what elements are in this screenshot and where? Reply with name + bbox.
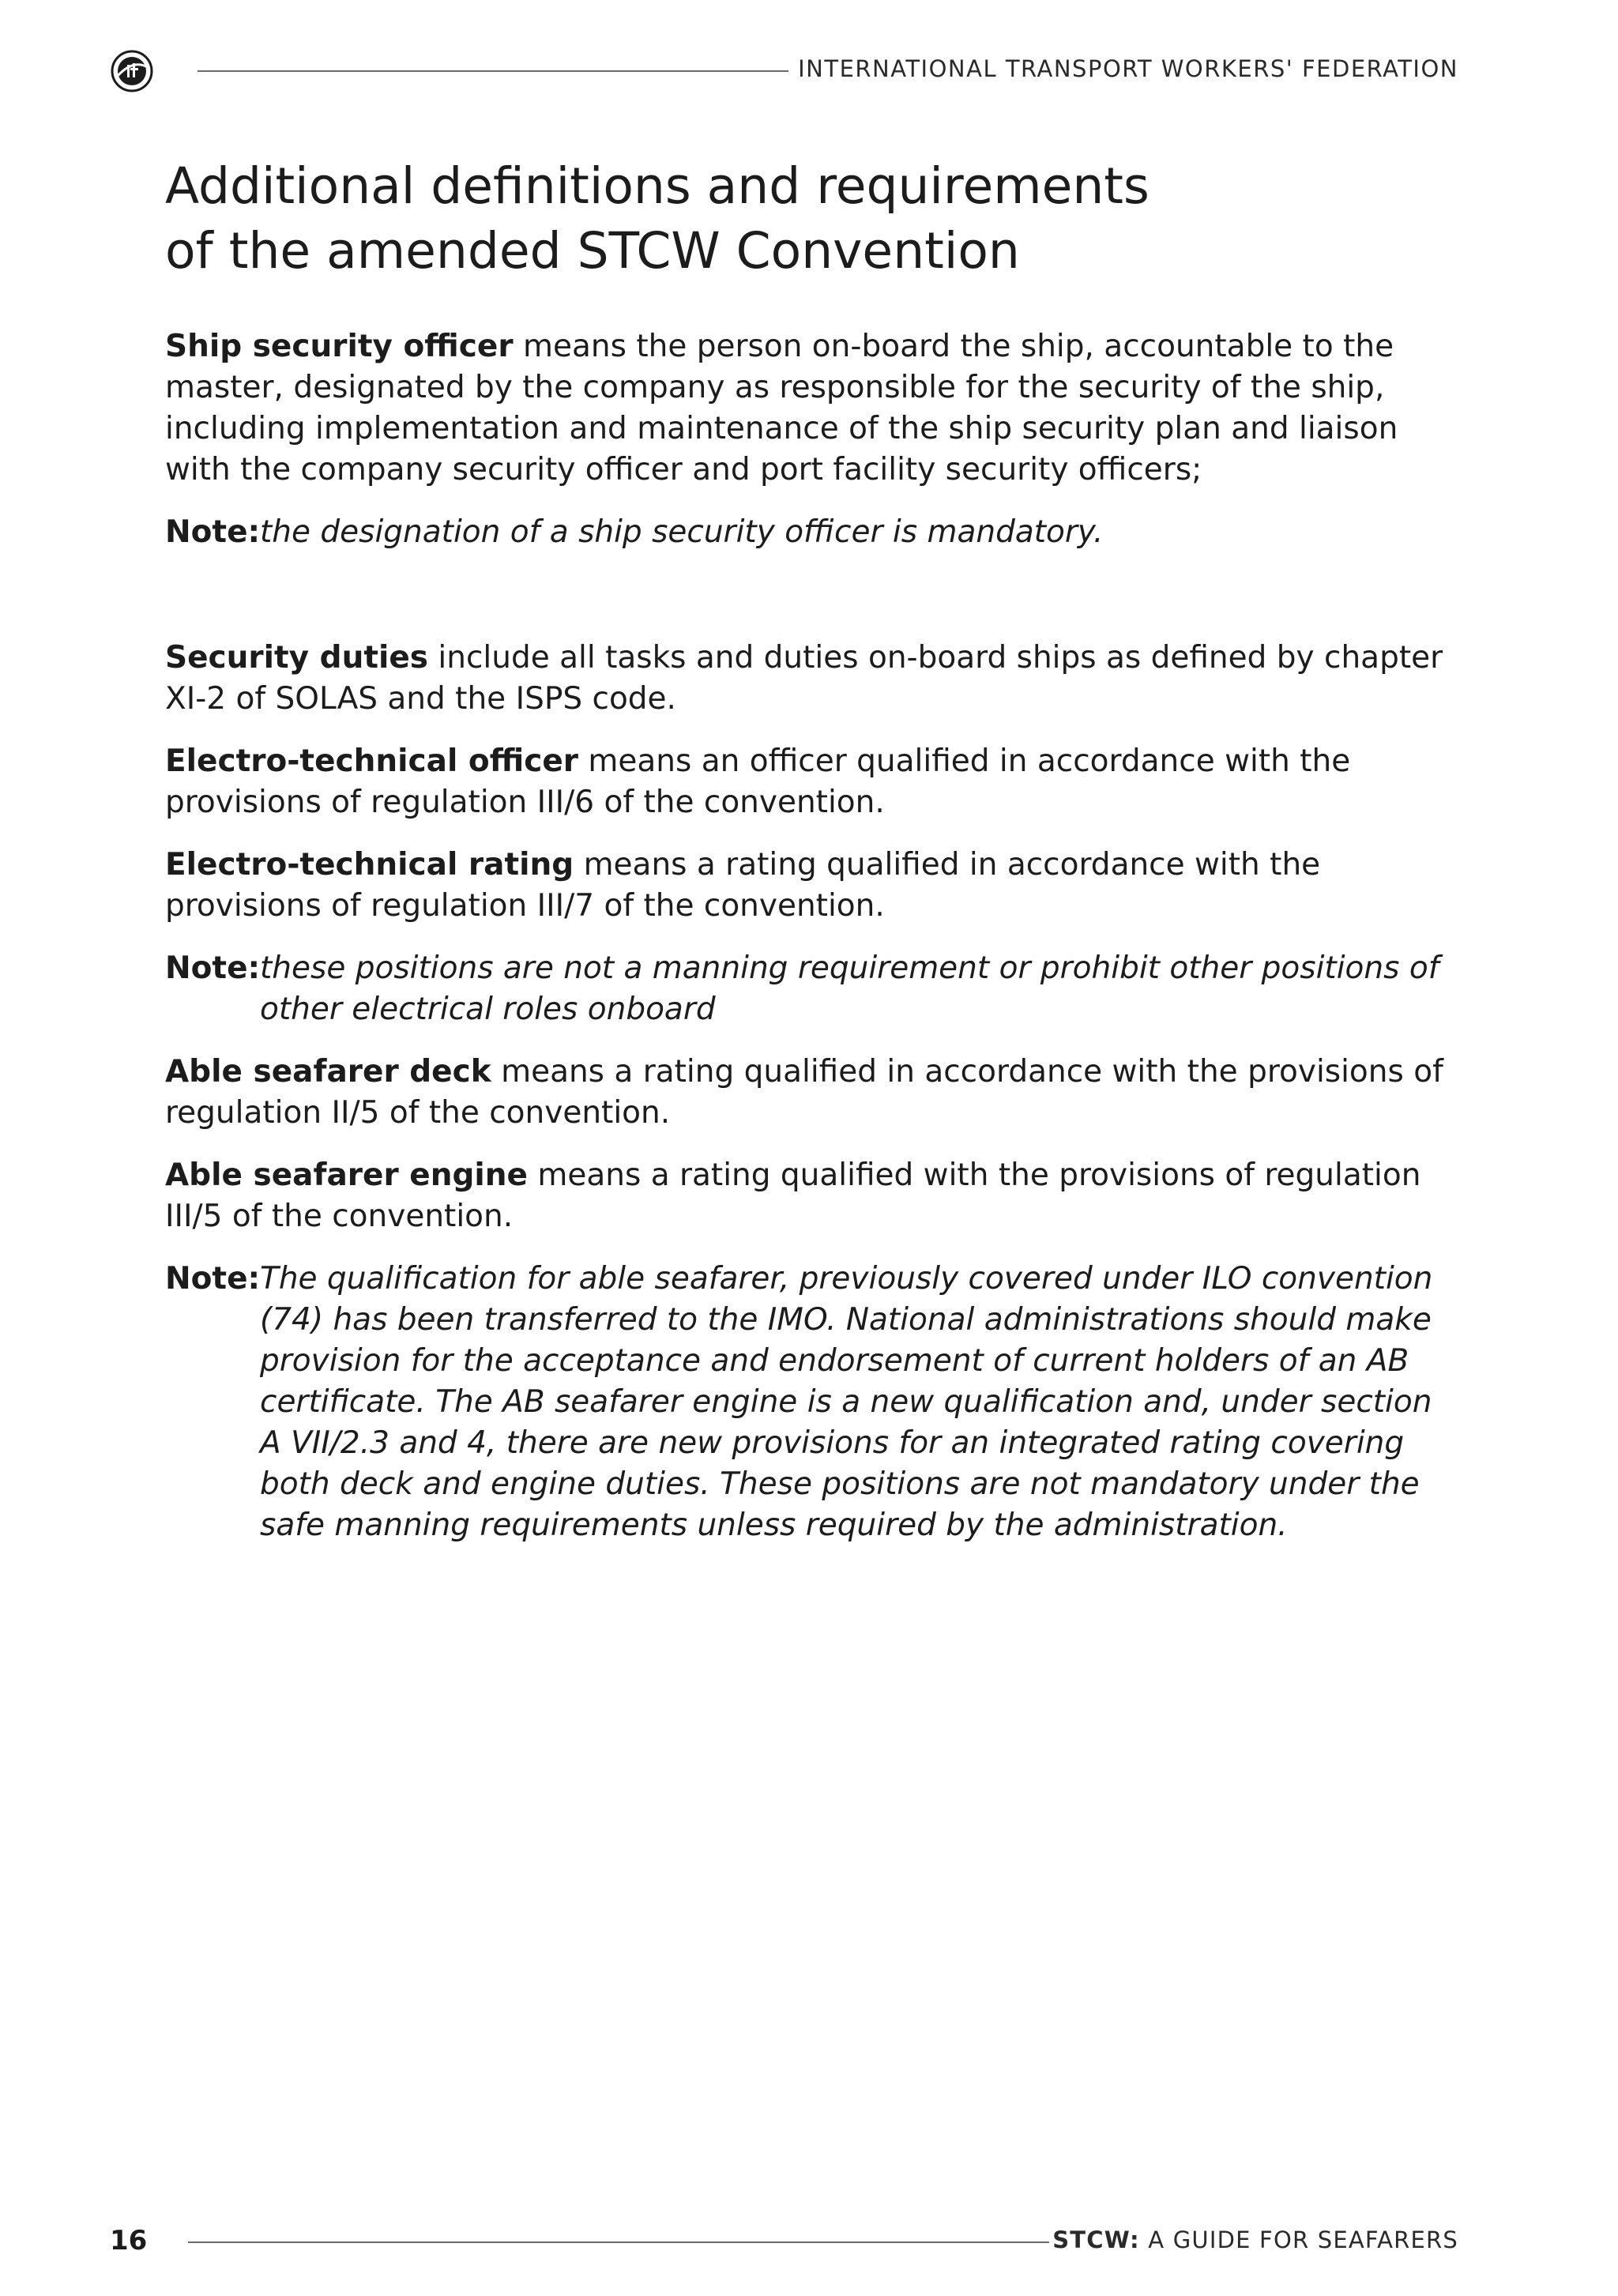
note-text: The qualification for able seafarer, previously covered under ILO convention (74) has been transferred to the IMO. National administrations should make provision for the acceptance and endorsement of current holders of an AB certificate. The AB seafarer engine is a new qualification and, under section A VII/2.3 and 4, there are new provisions for an integrated rating covering both deck and engine duties. These positions are not mandatory under the safe manning requirements unless required by the administration. xyxy=(260,1261,1433,1543)
note-label: Note: xyxy=(165,1261,261,1297)
definition-security-duties xyxy=(165,638,1461,720)
page-content xyxy=(165,154,1461,1568)
footer-title-strong: STCW: xyxy=(1052,2226,1140,2253)
definition-term: Security duties xyxy=(165,640,429,676)
note-label: Note: xyxy=(165,950,261,986)
note-label: Note: xyxy=(165,514,261,550)
definition-text: means a rating qualified in accordance with the provisions of regulation III/7 of the convention. xyxy=(165,847,1321,924)
note-text: the designation of a ship security officer is mandatory. xyxy=(260,514,1104,550)
definition-text: means a rating qualified with the provisions of regulation III/5 of the convention. xyxy=(165,1157,1421,1234)
page-number: 16 xyxy=(110,2225,148,2256)
page-title xyxy=(165,154,1461,284)
footer-publication-title xyxy=(1052,2226,1458,2253)
header-rule xyxy=(198,70,788,72)
note-able-seafarer xyxy=(165,1259,1461,1546)
note-text: these positions are not a manning requirement or prohibit other positions of other electrical roles onboard xyxy=(260,950,1439,1027)
definition-able-seafarer-engine xyxy=(165,1155,1461,1237)
definition-text: means the person on-board the ship, accountable to the master, designated by the company as responsible for the security of the ship, including implementation and maintenance of the ship security plan and liaison with the company security officer and port facility security officers; xyxy=(165,329,1398,487)
definition-text: means an officer qualified in accordance with the provisions of regulation III/6 of the convention. xyxy=(165,743,1351,820)
definition-term: Able seafarer engine xyxy=(165,1157,528,1193)
definition-term: Able seafarer deck xyxy=(165,1054,491,1090)
definition-electro-technical-rating xyxy=(165,845,1461,927)
note-ship-security-officer xyxy=(165,512,1461,553)
definition-ship-security-officer xyxy=(165,326,1461,491)
header-organization: INTERNATIONAL TRANSPORT WORKERS' FEDERATION xyxy=(798,55,1458,82)
definition-able-seafarer-deck xyxy=(165,1052,1461,1134)
footer-rule xyxy=(188,2241,1049,2243)
definition-term: Electro-technical officer xyxy=(165,743,579,779)
definition-term: Electro-technical rating xyxy=(165,847,574,883)
definition-electro-technical-officer xyxy=(165,741,1461,823)
page-title-line2: of the amended STCW Convention xyxy=(165,222,1020,280)
section-spacer xyxy=(165,574,1461,638)
itf-logo-icon xyxy=(110,49,154,93)
note-electro-technical xyxy=(165,948,1461,1030)
definition-text: include all tasks and duties on-board ships as defined by chapter XI-2 of SOLAS and the ISPS code. xyxy=(165,640,1443,717)
definition-text: means a rating qualified in accordance with the provisions of regulation II/5 of the convention. xyxy=(165,1054,1443,1131)
footer-title-rest: A GUIDE FOR SEAFARERS xyxy=(1139,2226,1458,2253)
page-title-line1: Additional definitions and requirements xyxy=(165,157,1150,215)
definition-term: Ship security officer xyxy=(165,329,514,364)
